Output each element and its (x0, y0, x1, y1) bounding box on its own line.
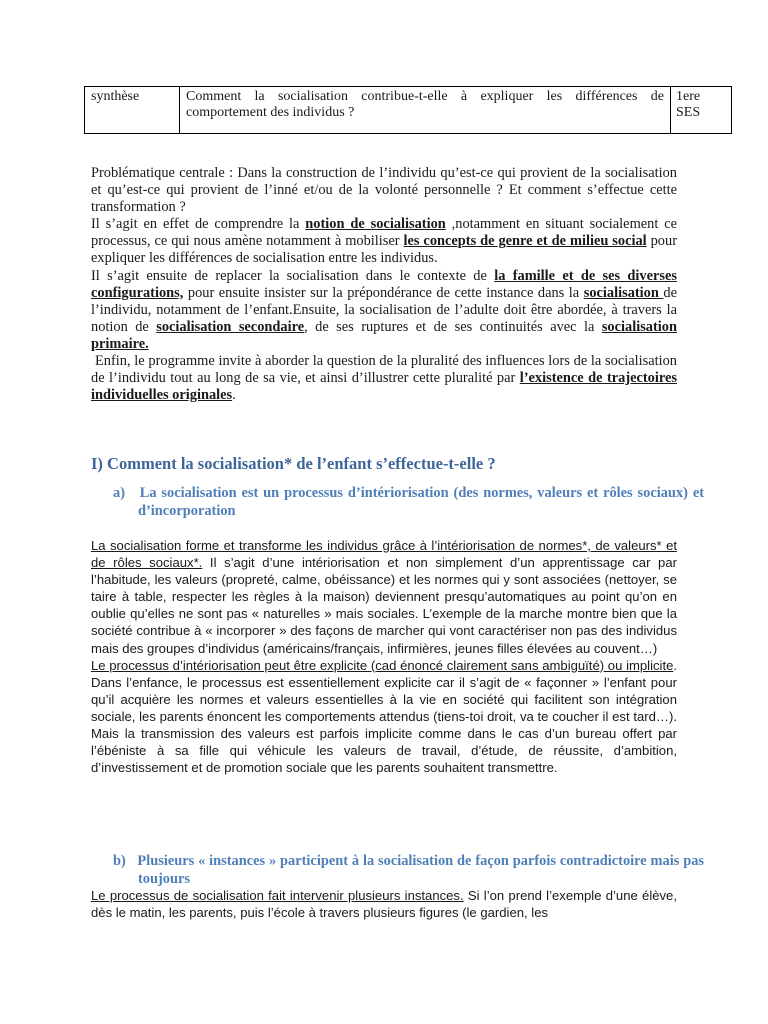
section-1-heading: I) Comment la socialisation* de l’enfant s’effectue-t-elle ? (91, 454, 496, 473)
underlined-statement: Le processus de socialisation fait intervenir plusieurs instances. (91, 888, 464, 903)
text-run: Il s’agit en effet de comprendre la (91, 216, 306, 233)
intro-paragraph-3 (91, 268, 677, 353)
problematique-paragraph: Problématique centrale : Dans la construction de l’individu qu’est-ce qui provient de la socialisation et qu’est-ce qui provient de l’inné et/ou de la volonté personnelle ? Et comment s’effectue cette transformation ? (91, 165, 677, 216)
key-term-famille: la famille et de ses diverses configurations, (91, 267, 677, 301)
text-run: de l’individu, notamment de l’enfant.Ensuite, la socialisation de l’adulte doit être abordée, à travers la notion de (91, 284, 677, 335)
text-run: , de ses ruptures et de ses continuités avec la (304, 318, 602, 335)
text-run: ,notamment en situant socialement ce processus, ce qui nous amène notamment à mobiliser (91, 216, 677, 250)
intro-paragraph-2 (91, 216, 677, 267)
level-line-2: SES (676, 105, 701, 120)
level-cell (671, 87, 732, 134)
text-run: pour expliquer les différences de socialisation entre les individus. (91, 233, 677, 267)
underlined-statement: Le processus d’intériorisation peut être explicite (cad énoncé clairement sans ambiguïté) ou implicite (91, 657, 674, 673)
key-term-socialisation: notion de socialisation (305, 216, 446, 233)
key-term-trajectoires: l’existence de trajectoires individuelles originales (91, 370, 677, 404)
underlined-statement: La socialisation forme et transforme les individus grâce à l’intériorisation de normes*, de valeurs* et de rôles sociaux*. (91, 538, 677, 571)
subsection-b-paragraph-1 (91, 887, 677, 921)
question-cell: Comment la socialisation contribue-t-elle à expliquer les différences de comportement des individus ? (180, 87, 671, 134)
key-term-socialisation-secondaire: socialisation secondaire (156, 318, 305, 335)
text-run: Si l’on prend l’exemple d’une élève, dès le matin, les parents, puis l’école à travers plusieurs figures (le gardien, les (91, 888, 677, 921)
subsection-b-body (91, 887, 677, 921)
subsection-a-body (91, 537, 677, 776)
text-run: Il s’agit ensuite de replacer la socialisation dans le contexte de (91, 267, 495, 284)
intro-block (91, 165, 677, 404)
text-run: pour ensuite insister sur la prépondérance de cette instance dans la (183, 284, 584, 301)
intro-paragraph-4 (91, 353, 677, 404)
subsection-a-paragraph-2 (91, 657, 677, 777)
subsection-a-heading: a) La socialisation est un processus d’intériorisation (des normes, valeurs et rôles sociaux) et d’incorporation (113, 485, 704, 519)
key-term-socialisation-2: socialisation (583, 284, 664, 301)
level-line-1: 1ere (676, 89, 701, 104)
key-term-socialisation-primaire: socialisation primaire. (91, 318, 677, 352)
text-run: . (232, 387, 236, 404)
key-term-genre-milieu: les concepts de genre et de milieu social (403, 233, 647, 250)
header-table (84, 86, 732, 134)
text-run: Enfin, le programme invite à aborder la question de la pluralité des influences lors de la socialisation de l’individu tout au long de sa vie, et ainsi d’illustrer cette pluralité par (91, 353, 677, 387)
document-type-cell: synthèse (85, 87, 180, 134)
subsection-b-heading: b) Plusieurs « instances » participent à la socialisation de façon parfois contradictoire mais pas toujours (113, 853, 704, 887)
text-run: . Dans l’enfance, le processus est essentiellement explicite car il s’agit de « façonner » l’enfant pour qu’il acquière les normes et valeurs essentielles à la vie en société qui facilitent son intégration sociale, les parents énoncent les comportements attendus (tiens-toi droit, va te coucher il est tard…). Mais la transmission des valeurs est parfois implicite comme dans le cas d’un bureau offert par l’ébéniste à sa fille qui véhicule les valeurs de travail, d’étude, de réussite, d’ambition, d’investissement et de promotion sociale que les parents souhaitent transmettre. (91, 657, 677, 776)
subsection-a-paragraph-1 (91, 537, 677, 657)
text-run: Il s’agit d’une intériorisation et non simplement d’un apprentissage car par l’habitude, les valeurs (propreté, calme, obéissance) et les normes qui y sont associées (nettoyer, se taire à table, respecter les règles à la maison) deviennent presqu’automatiques au point qu’on en oublie qu’elles ne sont pas « naturelles » mais sociales. L’exemple de la marche montre bien que la société contribue à « incorporer » des façons de marcher qui vont caractériser non pas des individus mais des groupes d’individus (américains/français, infirmières, jeunes filles élevées au couvent…) (91, 555, 677, 656)
header-row (85, 87, 732, 134)
